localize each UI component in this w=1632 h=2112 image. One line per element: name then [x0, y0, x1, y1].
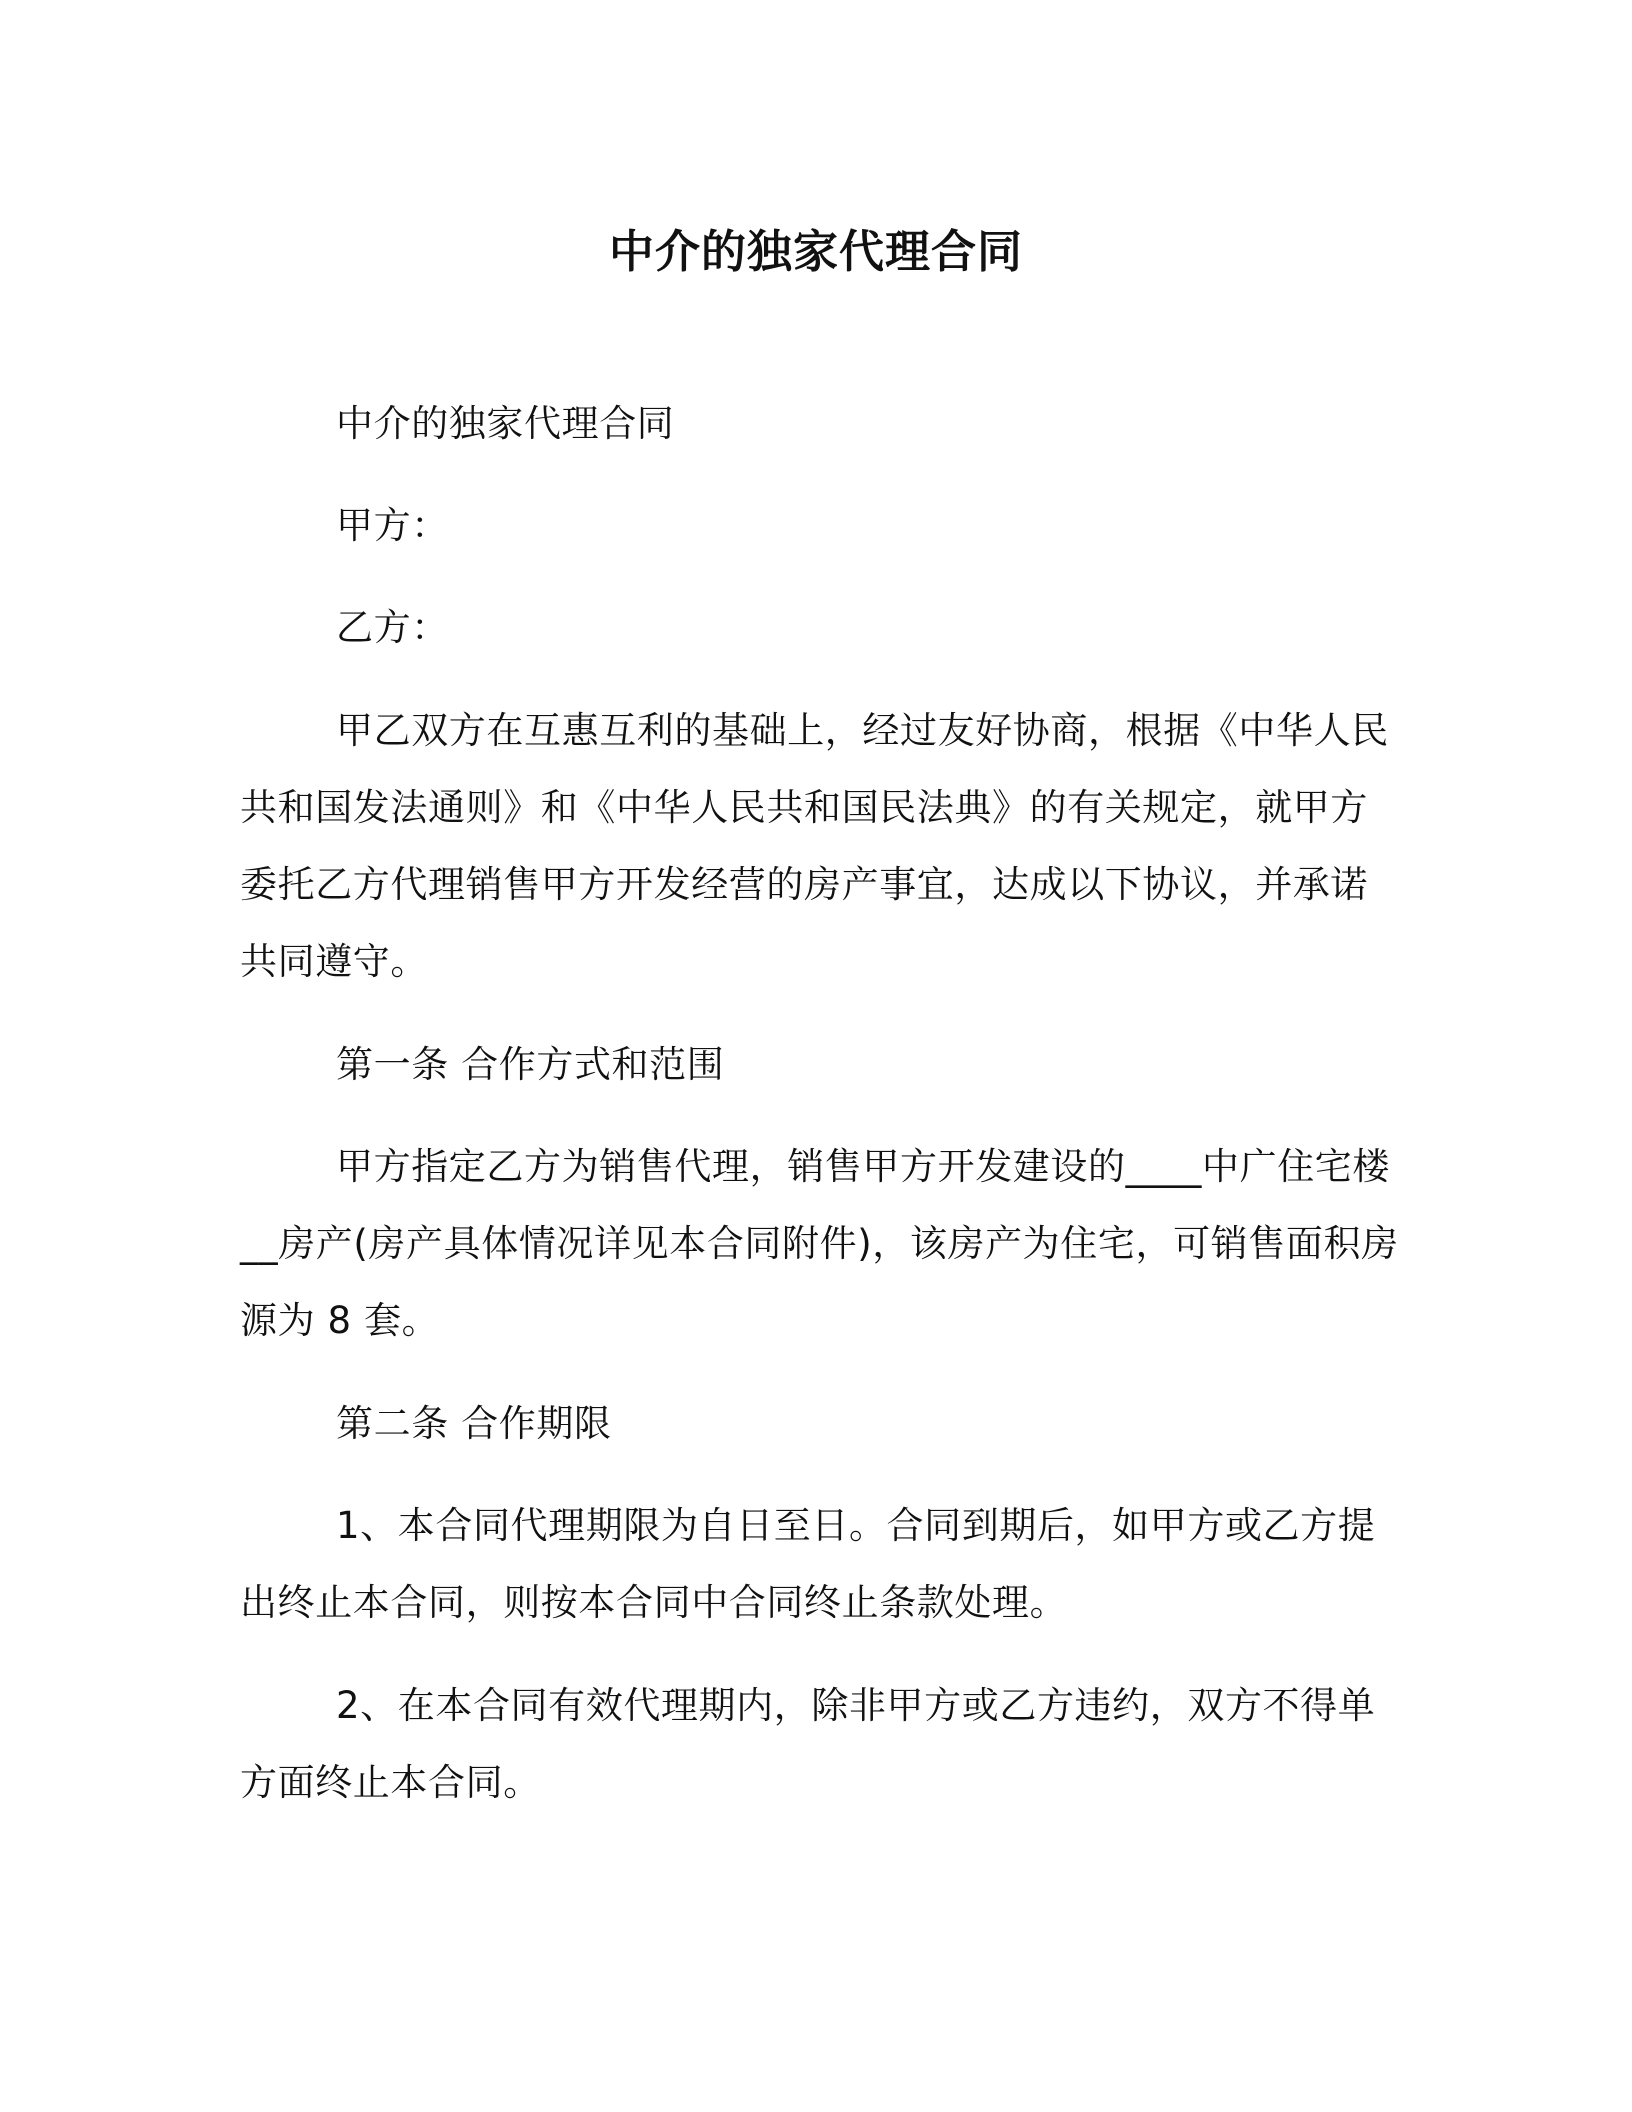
paragraph-line: 第一条 合作方式和范围 — [336, 1043, 725, 1086]
paragraph-line: 乙方： — [336, 606, 449, 649]
paragraph-line: 委托乙方代理销售甲方开发经营的房产事宜，达成以下协议，并承诺 — [240, 863, 1368, 906]
article-1-body — [240, 1128, 1399, 1359]
paragraph-line: 方面终止本合同。 — [240, 1761, 541, 1804]
paragraph-line: 共和国发法通则》和《中华人民共和国民法典》的有关规定，就甲方 — [240, 786, 1368, 829]
article-1-heading — [240, 1026, 1390, 1103]
paragraph-party-b — [240, 589, 1390, 666]
paragraph-party-a — [240, 487, 1390, 564]
paragraph-line: 甲方： — [336, 504, 449, 547]
article-2-heading — [240, 1385, 1390, 1462]
paragraph-line: 甲方指定乙方为销售代理，销售甲方开发建设的____中广住宅楼 — [336, 1145, 1390, 1188]
paragraph-line: 中介的独家代理合同 — [336, 402, 675, 445]
paragraph-line: 源为 8 套。 — [240, 1299, 440, 1342]
paragraph-line: 出终止本合同，则按本合同中合同终止条款处理。 — [240, 1581, 1068, 1624]
paragraph-line: 共同遵守。 — [240, 940, 428, 983]
paragraph-preamble — [240, 692, 1390, 1000]
document-title: 中介的独家代理合同 — [608, 225, 1023, 278]
paragraph-line: 1、本合同代理期限为自日至日。合同到期后，如甲方或乙方提 — [336, 1504, 1376, 1547]
article-2-clause-2 — [240, 1667, 1390, 1821]
paragraph-line: 第二条 合作期限 — [336, 1402, 612, 1445]
paragraph-subtitle — [240, 385, 1390, 462]
paragraph-line: 甲乙双方在互惠互利的基础上，经过友好协商，根据《中华人民 — [336, 709, 1389, 752]
article-2-clause-1 — [240, 1487, 1390, 1641]
paragraph-line: __房产(房产具体情况详见本合同附件)，该房产为住宅，可销售面积房 — [240, 1222, 1399, 1265]
paragraph-line: 2、在本合同有效代理期内，除非甲方或乙方违约，双方不得单 — [336, 1684, 1376, 1727]
